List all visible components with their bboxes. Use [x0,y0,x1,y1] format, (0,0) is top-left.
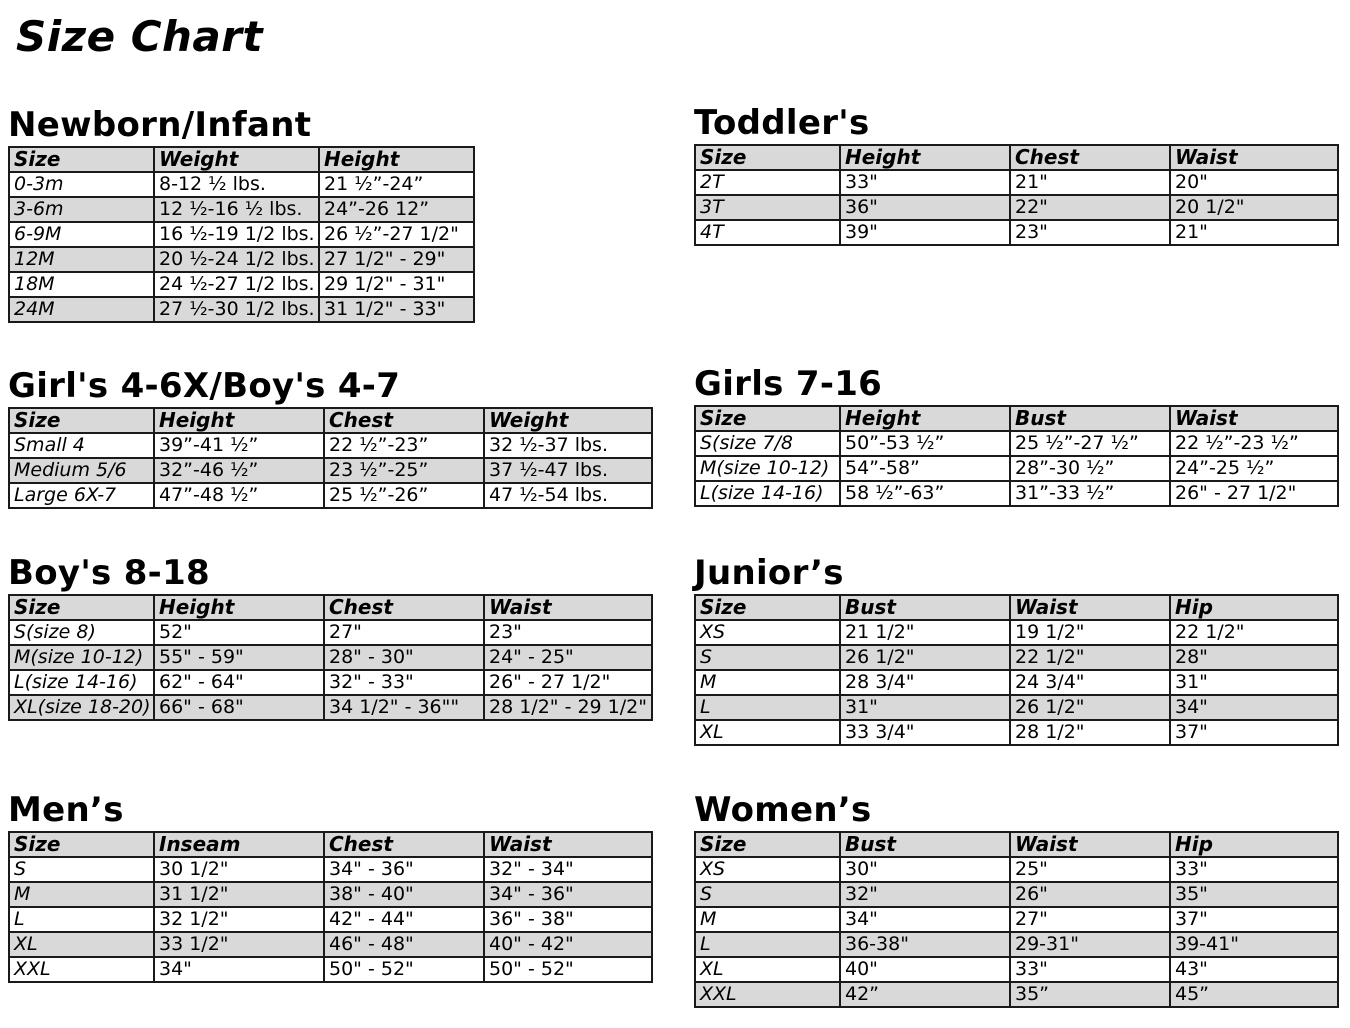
measurement-cell: 47 ½-54 lbs. [484,483,652,508]
table-row [695,982,1338,1007]
measurement-cell: 31 1/2" - 33" [319,297,474,322]
measurement-cell: 66" - 68" [154,695,324,720]
column-header: Bust [840,595,1010,620]
measurement-cell: 24 ½-27 1/2 lbs. [154,272,319,297]
measurement-cell: 40" - 42" [484,932,652,957]
measurement-cell: 46" - 48" [324,932,484,957]
section-title: Girls 7-16 [694,364,883,404]
measurement-cell: 21 1/2" [840,620,1010,645]
section-title: Women’s [694,790,872,830]
column-header: Waist [1170,145,1338,170]
measurement-cell: 8-12 ½ lbs. [154,172,319,197]
size-table [8,831,653,983]
measurement-cell: 23 ½”-25” [324,458,484,483]
measurement-cell: 37" [1170,720,1338,745]
table-row [9,433,652,458]
column-header: Waist [484,595,652,620]
measurement-cell: 55" - 59" [154,645,324,670]
column-header: Hip [1170,595,1338,620]
measurement-cell: 31”-33 ½” [1010,481,1170,506]
measurement-cell: 26 1/2" [840,645,1010,670]
measurement-cell: 32”-46 ½” [154,458,324,483]
measurement-cell: 32" [840,882,1010,907]
size-cell: L(size 14-16) [9,670,154,695]
section-title: Men’s [8,790,124,830]
measurement-cell: 25" [1010,857,1170,882]
measurement-cell: 16 ½-19 1/2 lbs. [154,222,319,247]
size-table [694,405,1339,507]
measurement-cell: 33" [840,170,1010,195]
column-header: Size [9,595,154,620]
measurement-cell: 25 ½”-27 ½” [1010,431,1170,456]
size-table [694,144,1339,246]
column-header: Hip [1170,832,1338,857]
table-row [9,483,652,508]
table-header-row [695,145,1338,170]
measurement-cell: 34" [1170,695,1338,720]
measurement-cell: 24 3/4" [1010,670,1170,695]
column-header: Chest [324,408,484,433]
size-cell: 0-3m [9,172,154,197]
size-cell: XXL [9,957,154,982]
measurement-cell: 21" [1170,220,1338,245]
table-header-row [695,406,1338,431]
measurement-cell: 54”-58” [840,456,1010,481]
measurement-cell: 31" [840,695,1010,720]
measurement-cell: 28" - 30" [324,645,484,670]
column-header: Size [695,406,840,431]
measurement-cell: 20" [1170,170,1338,195]
column-header: Size [695,832,840,857]
size-cell: 3T [695,195,840,220]
measurement-cell: 33" [1170,857,1338,882]
measurement-cell: 20 ½-24 1/2 lbs. [154,247,319,272]
measurement-cell: 25 ½”-26” [324,483,484,508]
table-header-row [9,832,652,857]
table-row [695,645,1338,670]
size-cell: Large 6X-7 [9,483,154,508]
table-row [9,645,652,670]
table-row [9,907,652,932]
measurement-cell: 22 1/2" [1170,620,1338,645]
measurement-cell: 26" - 27 1/2" [1170,481,1338,506]
measurement-cell: 28 1/2" - 29 1/2" [484,695,652,720]
measurement-cell: 28 1/2" [1010,720,1170,745]
measurement-cell: 27" [1010,907,1170,932]
table-row [9,932,652,957]
column-header: Weight [154,147,319,172]
column-header: Inseam [154,832,324,857]
size-cell: L(size 14-16) [695,481,840,506]
measurement-cell: 29-31" [1010,932,1170,957]
table-row [695,195,1338,220]
table-row [695,882,1338,907]
measurement-cell: 35” [1010,982,1170,1007]
measurement-cell: 39" [840,220,1010,245]
size-cell: Small 4 [9,433,154,458]
column-header: Waist [1170,406,1338,431]
measurement-cell: 50" - 52" [324,957,484,982]
table-row [9,197,474,222]
size-cell: M [695,670,840,695]
size-cell: XL [695,720,840,745]
column-header: Weight [484,408,652,433]
size-cell: M [695,907,840,932]
column-header: Bust [840,832,1010,857]
measurement-cell: 24”-25 ½” [1170,456,1338,481]
column-header: Waist [484,832,652,857]
measurement-cell: 30" [840,857,1010,882]
table-row [695,932,1338,957]
measurement-cell: 27" [324,620,484,645]
section-title: Junior’s [694,553,844,593]
table-row [9,957,652,982]
measurement-cell: 37" [1170,907,1338,932]
measurement-cell: 34" - 36" [324,857,484,882]
column-header: Size [695,595,840,620]
size-cell: 2T [695,170,840,195]
size-cell: 24M [9,297,154,322]
size-table [694,831,1339,1008]
measurement-cell: 47”-48 ½” [154,483,324,508]
size-cell: S(size 7/8 [695,431,840,456]
measurement-cell: 50" - 52" [484,957,652,982]
table-row [695,907,1338,932]
measurement-cell: 35" [1170,882,1338,907]
column-header: Chest [324,595,484,620]
measurement-cell: 26 1/2" [1010,695,1170,720]
table-header-row [695,595,1338,620]
size-cell: M(size 10-12) [9,645,154,670]
size-cell: 12M [9,247,154,272]
size-cell: XL [695,957,840,982]
column-header: Height [840,145,1010,170]
measurement-cell: 58 ½”-63” [840,481,1010,506]
measurement-cell: 32 1/2" [154,907,324,932]
measurement-cell: 45” [1170,982,1338,1007]
measurement-cell: 24”-26 12” [319,197,474,222]
measurement-cell: 34 1/2" - 36"" [324,695,484,720]
section-title: Boy's 8-18 [8,553,211,593]
measurement-cell: 22 ½”-23 ½” [1170,431,1338,456]
column-header: Chest [324,832,484,857]
size-cell: 3-6m [9,197,154,222]
measurement-cell: 29 1/2" - 31" [319,272,474,297]
measurement-cell: 38" - 40" [324,882,484,907]
table-row [9,882,652,907]
table-header-row [9,595,652,620]
measurement-cell: 28" [1170,645,1338,670]
size-cell: S [695,645,840,670]
measurement-cell: 30 1/2" [154,857,324,882]
measurement-cell: 31" [1170,670,1338,695]
section-title: Newborn/Infant [8,105,312,145]
measurement-cell: 28 3/4" [840,670,1010,695]
size-cell: M(size 10-12) [695,456,840,481]
measurement-cell: 27 ½-30 1/2 lbs. [154,297,319,322]
size-cell: L [695,932,840,957]
size-table [8,407,653,509]
table-header-row [9,408,652,433]
size-cell: Medium 5/6 [9,458,154,483]
measurement-cell: 43" [1170,957,1338,982]
table-row [9,695,652,720]
size-cell: XS [695,857,840,882]
table-header-row [695,832,1338,857]
measurement-cell: 50”-53 ½” [840,431,1010,456]
column-header: Size [9,408,154,433]
table-row [695,481,1338,506]
measurement-cell: 22 1/2" [1010,645,1170,670]
measurement-cell: 26 ½”-27 1/2" [319,222,474,247]
size-table [694,594,1339,746]
size-cell: 6-9M [9,222,154,247]
measurement-cell: 52" [154,620,324,645]
measurement-cell: 34" [154,957,324,982]
measurement-cell: 34" - 36" [484,882,652,907]
measurement-cell: 32" - 34" [484,857,652,882]
measurement-cell: 31 1/2" [154,882,324,907]
table-row [9,670,652,695]
measurement-cell: 26" [1010,882,1170,907]
size-table [8,594,653,721]
table-row [9,297,474,322]
table-header-row [9,147,474,172]
size-cell: M [9,882,154,907]
column-header: Height [154,408,324,433]
column-header: Size [9,832,154,857]
size-cell: 18M [9,272,154,297]
table-row [695,170,1338,195]
measurement-cell: 36" - 38" [484,907,652,932]
column-header: Size [695,145,840,170]
table-row [695,620,1338,645]
measurement-cell: 42” [840,982,1010,1007]
measurement-cell: 23" [484,620,652,645]
size-cell: L [695,695,840,720]
table-row [9,620,652,645]
table-row [695,456,1338,481]
measurement-cell: 21 ½”-24” [319,172,474,197]
column-header: Height [319,147,474,172]
page-title: Size Chart [16,12,264,61]
size-cell: XXL [695,982,840,1007]
measurement-cell: 39”-41 ½” [154,433,324,458]
size-cell: XL [9,932,154,957]
measurement-cell: 26" - 27 1/2" [484,670,652,695]
column-header: Height [154,595,324,620]
table-row [9,222,474,247]
measurement-cell: 33 1/2" [154,932,324,957]
column-header: Bust [1010,406,1170,431]
table-row [9,458,652,483]
size-table [8,146,475,323]
column-header: Size [9,147,154,172]
size-cell: L [9,907,154,932]
size-cell: XS [695,620,840,645]
section-title: Toddler's [694,103,870,143]
measurement-cell: 20 1/2" [1170,195,1338,220]
column-header: Height [840,406,1010,431]
table-row [9,857,652,882]
measurement-cell: 62" - 64" [154,670,324,695]
measurement-cell: 39-41" [1170,932,1338,957]
size-cell: XL(size 18-20) [9,695,154,720]
table-row [695,220,1338,245]
table-row [9,172,474,197]
column-header: Waist [1010,595,1170,620]
measurement-cell: 22 ½”-23” [324,433,484,458]
table-row [695,695,1338,720]
size-cell: 4T [695,220,840,245]
measurement-cell: 34" [840,907,1010,932]
measurement-cell: 36" [840,195,1010,220]
table-row [695,670,1338,695]
measurement-cell: 23" [1010,220,1170,245]
table-row [9,272,474,297]
column-header: Chest [1010,145,1170,170]
table-row [9,247,474,272]
measurement-cell: 19 1/2" [1010,620,1170,645]
size-cell: S [695,882,840,907]
measurement-cell: 33 3/4" [840,720,1010,745]
measurement-cell: 32 ½-37 lbs. [484,433,652,458]
measurement-cell: 27 1/2" - 29" [319,247,474,272]
table-row [695,857,1338,882]
measurement-cell: 21" [1010,170,1170,195]
size-cell: S [9,857,154,882]
section-title: Girl's 4-6X/Boy's 4-7 [8,366,401,406]
table-row [695,431,1338,456]
measurement-cell: 42" - 44" [324,907,484,932]
measurement-cell: 12 ½-16 ½ lbs. [154,197,319,222]
measurement-cell: 24" - 25" [484,645,652,670]
measurement-cell: 22" [1010,195,1170,220]
column-header: Waist [1010,832,1170,857]
table-row [695,957,1338,982]
measurement-cell: 33" [1010,957,1170,982]
measurement-cell: 36-38" [840,932,1010,957]
table-row [695,720,1338,745]
measurement-cell: 28”-30 ½” [1010,456,1170,481]
measurement-cell: 40" [840,957,1010,982]
size-cell: S(size 8) [9,620,154,645]
measurement-cell: 37 ½-47 lbs. [484,458,652,483]
measurement-cell: 32" - 33" [324,670,484,695]
